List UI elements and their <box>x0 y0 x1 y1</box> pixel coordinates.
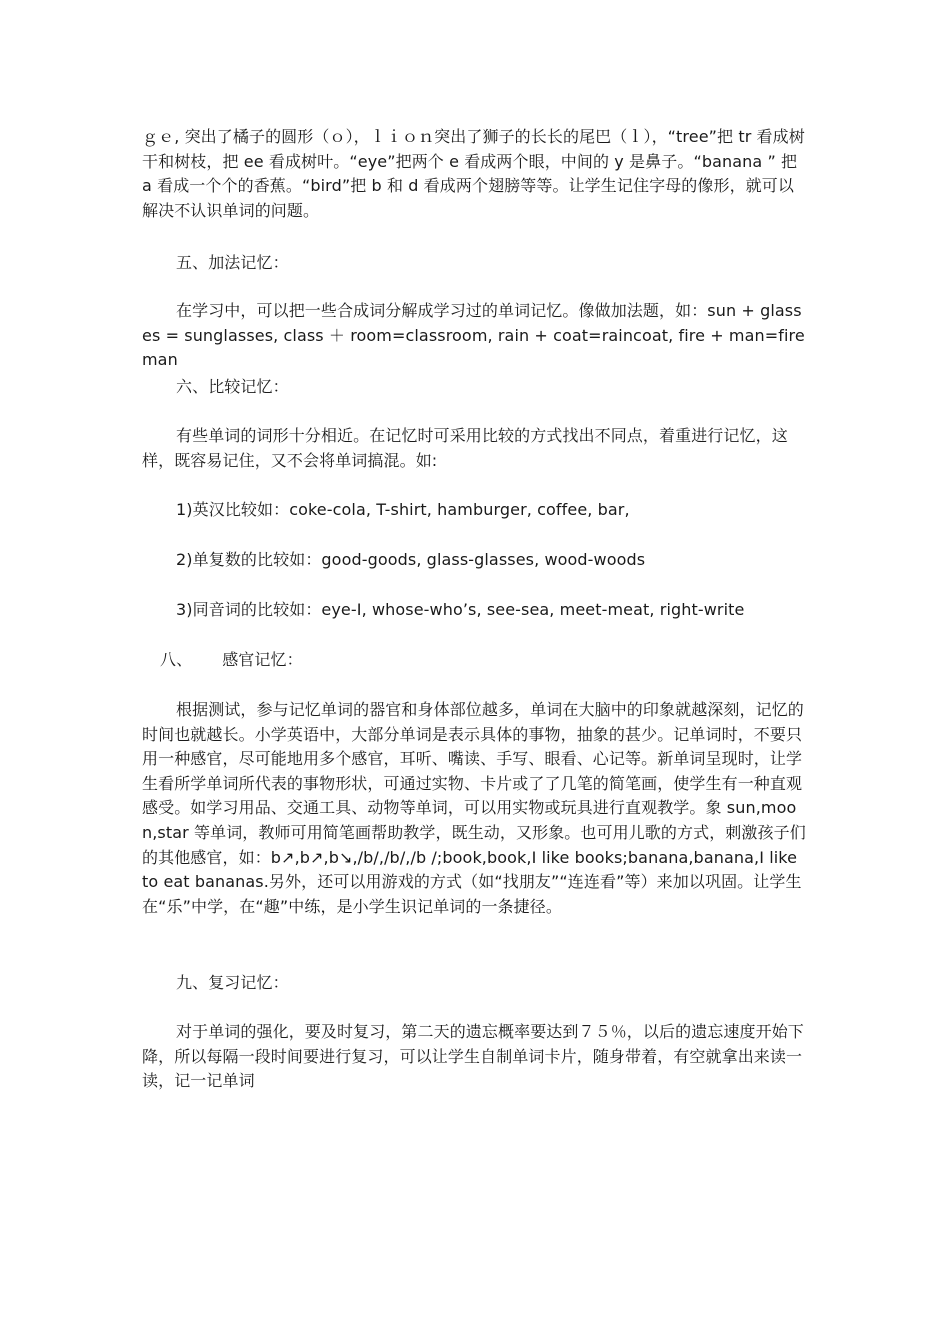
paragraph-sensory-memory: 根据测试，参与记忆单词的器官和身体部位越多，单词在大脑中的印象就越深刻，记忆的时间也就越长。小学英语中，大部分单词是表示具体的事物，抽象的甚少。记单词时，不要只用一种感官，尽可能地用多个感官，耳听、嘴读、手写、眼看、心记等。新单词呈现时，让学生看所学单词所代表的事物形状，可通过实物、卡片或了了几笔的简笔画，使学生有一种直观感受。如学习用品、交通工具、动物等单词，可以用实物或玩具进行直观教学。象 sun,moon,star 等单词，教师可用简笔画帮助教学，既生动，又形象。也可用儿歌的方式，刺激孩子们的其他感官，如：b↗,b↗,b↘,/b/,/b/,/b /;book,book,I like books;banana,banana,I like to eat bananas.另外，还可以用游戏的方式（如“找朋友”“连连看”等）来加以巩固。让学生在“乐”中学，在“趣”中练，是小学生识记单词的一条捷径。 <box>142 700 806 916</box>
heading-addition-memory: 五、加法记忆： <box>176 253 289 272</box>
heading-sensory-memory <box>160 648 826 673</box>
comparison-item-homophones: 3)同音词的比较如：eye-I, whose-who’s, see-sea, meet-meat, right-write <box>176 600 745 619</box>
paragraph-addition-memory: 在学习中，可以把一些合成词分解成学习过的单词记忆。像做加法题，如：sun + glasses = sunglasses, class ＋ room=classroom, rain + coat=raincoat, fire + man=fireman <box>142 301 805 370</box>
heading-comparison-memory: 六、比较记忆： <box>176 377 289 396</box>
heading-number: 八、 <box>160 650 193 669</box>
paragraph-letter-shapes: ｇｅ, 突出了橘子的圆形（ｏ），ｌｉｏｎ突出了狮子的长长的尾巴（ｌ），“tree”把 tr 看成树干和树枝，把 ee 看成树叶。“eye”把两个 e 看成两个眼，中间的 y 是鼻子。“banana ” 把 a 看成一个个的香蕉。“bird”把 b 和 d 看成两个翅膀等等。让学生记住字母的像形，就可以解决不认识单词的问题。 <box>142 127 805 220</box>
heading-title: 感官记忆： <box>222 650 303 669</box>
heading-review-memory: 九、复习记忆： <box>176 973 289 992</box>
comparison-item-english-chinese: 1)英汉比较如：coke-cola, T-shirt, hamburger, coffee, bar, <box>176 500 630 519</box>
paragraph-comparison-memory: 有些单词的词形十分相近。在记忆时可采用比较的方式找出不同点，着重进行记忆，这样，既容易记住，又不会将单词搞混。如: <box>142 426 788 470</box>
paragraph-review-memory: 对于单词的强化，要及时复习，第二天的遗忘概率要达到７５％，以后的遗忘速度开始下降，所以每隔一段时间要进行复习，可以让学生自制单词卡片，随身带着，有空就拿出来读一读，记一记单词 <box>142 1022 804 1091</box>
comparison-item-singular-plural: 2)单复数的比较如：good-goods, glass-glasses, wood-woods <box>176 550 646 569</box>
